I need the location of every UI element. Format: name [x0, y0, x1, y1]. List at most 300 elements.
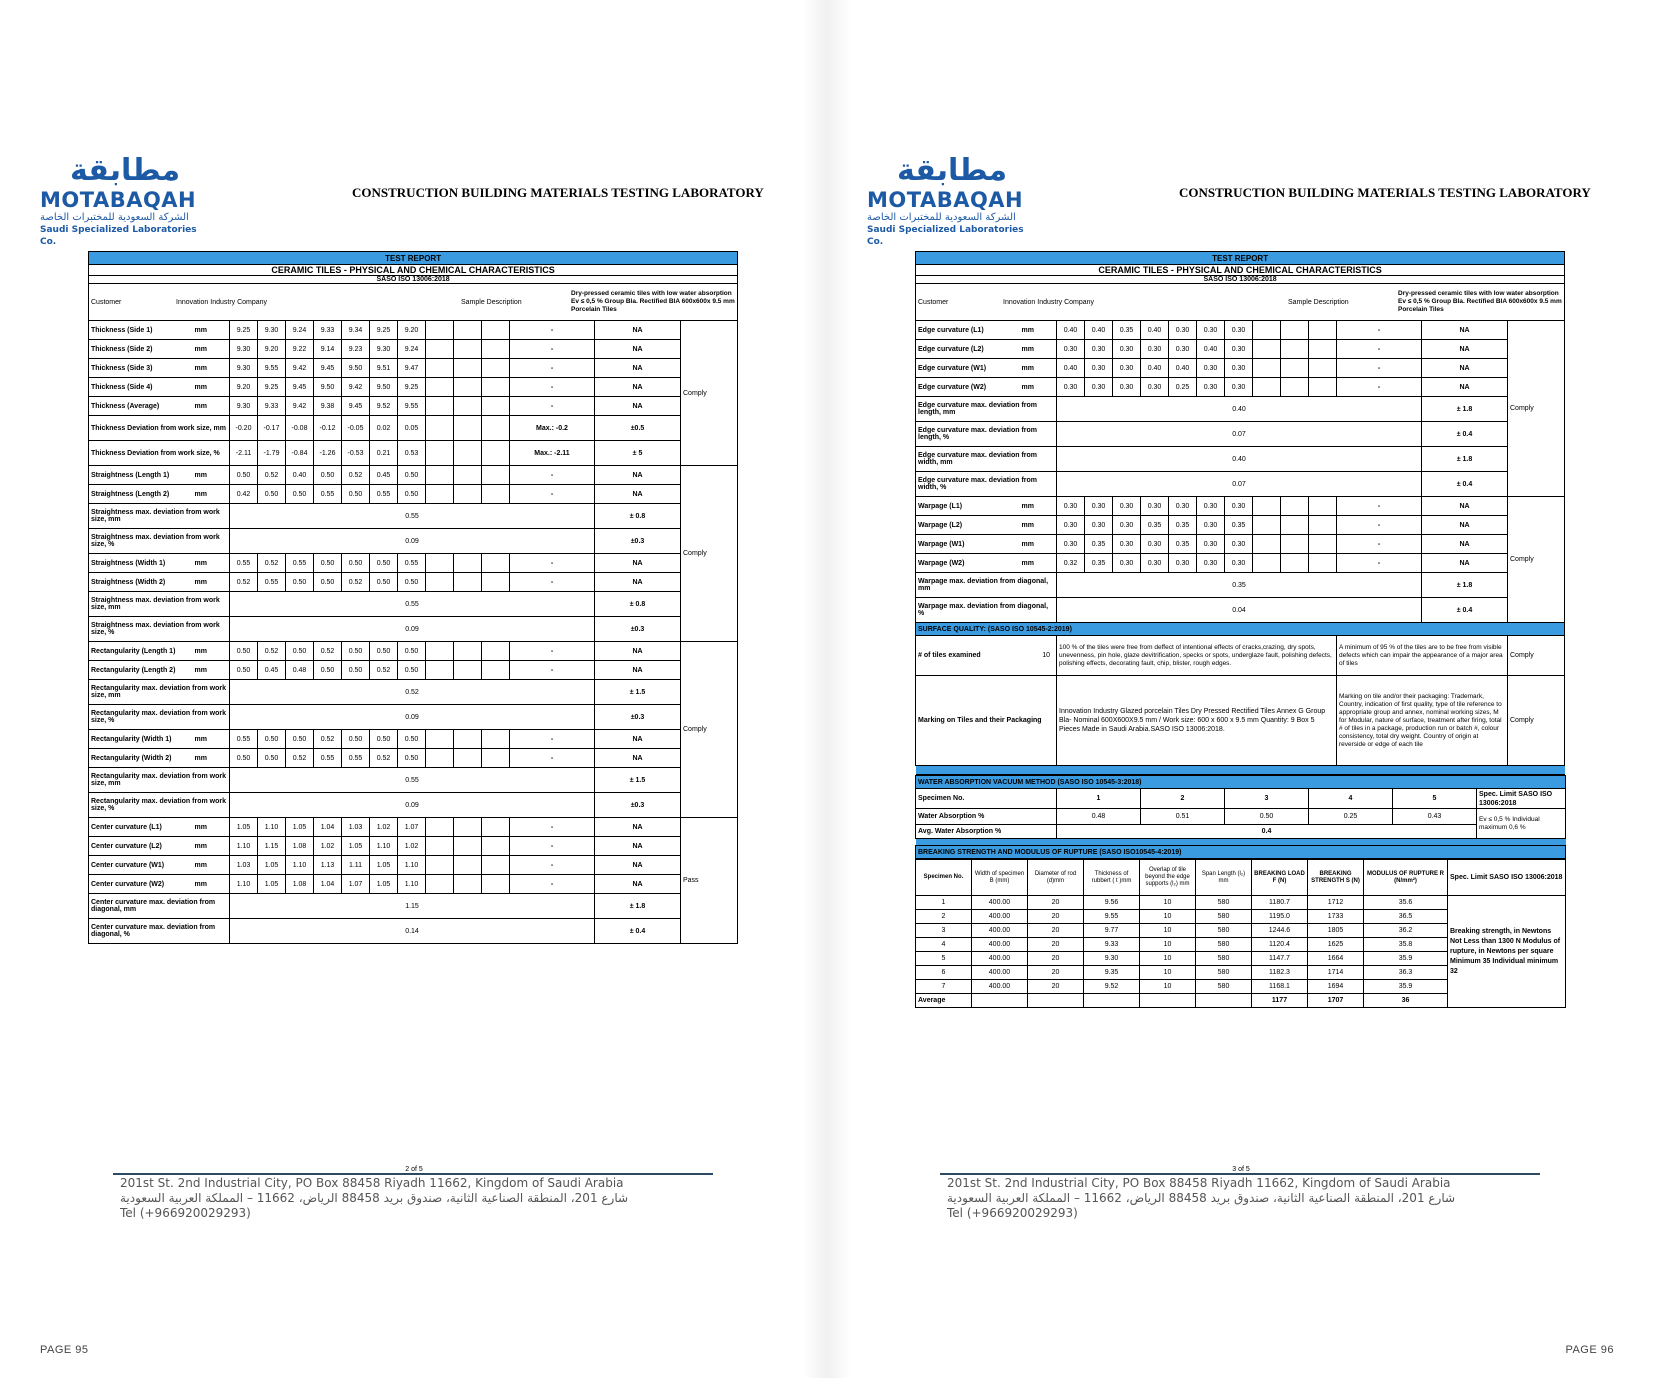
- limit-value: ± 0.4: [1422, 422, 1508, 447]
- marking-result: Comply: [1508, 676, 1565, 766]
- sample-value: 0.50: [398, 466, 426, 485]
- empty-cell: [1309, 554, 1337, 573]
- property-label: Rectangularity (Length 2): [91, 666, 176, 674]
- property-row: [89, 592, 738, 617]
- breaking-cell: 9.52: [1084, 980, 1140, 994]
- limit-value: NA: [595, 661, 681, 680]
- sample-value: 0.30: [1197, 378, 1225, 397]
- property-label: Thickness (Side 3): [91, 364, 153, 372]
- sample-value: 1.05: [370, 875, 398, 894]
- property-label: Rectangularity (Width 1): [91, 735, 172, 743]
- address-english: 201st St. 2nd Industrial City, PO Box 88458 Riyadh 11662, Kingdom of Saudi Arabia: [947, 1176, 1451, 1190]
- limit-value: NA: [1422, 554, 1508, 573]
- deviation-value: -: [1337, 321, 1422, 340]
- result-cell: Comply: [1508, 321, 1565, 497]
- sample-value: 1.10: [258, 818, 286, 837]
- limit-value: ± 0.4: [595, 919, 681, 944]
- property-unit: mm: [1021, 326, 1034, 334]
- empty-cell: [482, 749, 510, 768]
- water-absorption-1: 0.48: [1057, 809, 1141, 825]
- sample-value: 0.45: [370, 466, 398, 485]
- sample-value: 0.50: [230, 661, 258, 680]
- property-row: [916, 516, 1565, 535]
- empty-cell: [454, 856, 482, 875]
- sample-value: 0.35: [1169, 516, 1197, 535]
- property-row: [89, 359, 738, 378]
- sample-value: 9.55: [398, 397, 426, 416]
- property-name: [89, 485, 230, 504]
- result-cell: Comply: [1508, 497, 1565, 623]
- limit-value: NA: [595, 378, 681, 397]
- merged-value: 0.07: [1057, 422, 1422, 447]
- property-name: [916, 321, 1057, 340]
- property-unit: mm: [194, 490, 207, 498]
- empty-cell: [1196, 994, 1252, 1008]
- sample-value: 9.24: [398, 340, 426, 359]
- limit-value: NA: [595, 837, 681, 856]
- footer-divider: [940, 1173, 1540, 1175]
- property-label: Edge curvature max. deviation from width, %: [918, 477, 1038, 491]
- tiles-examined-description: 100 % of the tiles were free from deffect of intentional effects of cracks,crazing, dry spots, unevenness, pin hole, glaze devitrification, specks or spots, underglaze fault, polishing defects, polishing effects, decorating fault, chip, blister, rough edges.: [1057, 636, 1337, 676]
- lab-title: CONSTRUCTION BUILDING MATERIALS TESTING LABORATORY: [1179, 185, 1591, 200]
- deviation-value: Max.: -2.11: [510, 441, 595, 466]
- merged-value: 1.15: [230, 894, 595, 919]
- breaking-header-cell: BREAKING LOAD F (N): [1252, 860, 1308, 896]
- property-name: [89, 680, 230, 705]
- property-row: [89, 894, 738, 919]
- empty-cell: [454, 466, 482, 485]
- sample-value: 0.30: [1085, 359, 1113, 378]
- deviation-value: -: [1337, 535, 1422, 554]
- logo-arabic: مطابقة: [896, 153, 1008, 188]
- footer-divider: [113, 1173, 713, 1175]
- sample-value: -2.11: [230, 441, 258, 466]
- sample-value: 0.50: [286, 642, 314, 661]
- sample-value: 0.30: [1085, 378, 1113, 397]
- breaking-row: [916, 896, 1566, 910]
- merged-value: 0.14: [230, 919, 595, 944]
- empty-cell: [482, 573, 510, 592]
- breaking-cell: 1182.3: [1252, 966, 1308, 980]
- sample-value: -0.08: [286, 416, 314, 441]
- water-absorption-header: WATER ABSORPTION VACUUM METHOD (SASO ISO 10545-3:2018): [916, 776, 1566, 789]
- property-row: [89, 416, 738, 441]
- breaking-header-cell: Specimen No.: [916, 860, 972, 896]
- breaking-cell: 20: [1028, 910, 1084, 924]
- property-name: [89, 554, 230, 573]
- breaking-cell: 1712: [1308, 896, 1364, 910]
- deviation-value: -: [1337, 340, 1422, 359]
- property-label: Edge curvature (L2): [918, 345, 984, 353]
- breaking-cell: 9.33: [1084, 938, 1140, 952]
- sample-value: -0.05: [342, 416, 370, 441]
- sample-value: 0.55: [230, 554, 258, 573]
- property-label: Edge curvature max. deviation from length, %: [918, 427, 1038, 441]
- sample-value: 1.07: [398, 818, 426, 837]
- page-of-label: 2 of 5: [405, 1166, 423, 1173]
- sample-value: 1.08: [286, 875, 314, 894]
- sample-value: 0.50: [398, 573, 426, 592]
- property-row: [89, 504, 738, 529]
- breaking-cell: 580: [1196, 938, 1252, 952]
- empty-cell: [482, 378, 510, 397]
- breaking-cell: 35.9: [1364, 952, 1448, 966]
- property-row: [89, 321, 738, 340]
- breaking-cell: 35.8: [1364, 938, 1448, 952]
- sample-value: 1.03: [230, 856, 258, 875]
- sample-value: 9.45: [314, 359, 342, 378]
- sample-value: 0.50: [370, 642, 398, 661]
- sample-value: 9.14: [314, 340, 342, 359]
- property-name: [89, 642, 230, 661]
- sample-value: 0.35: [1085, 554, 1113, 573]
- sample-value: -0.84: [286, 441, 314, 466]
- breaking-cell: 400.00: [972, 924, 1028, 938]
- property-label: Rectangularity max. deviation from work size, mm: [91, 685, 226, 699]
- sample-value: 0.50: [342, 661, 370, 680]
- breaking-cell: 9.55: [1084, 910, 1140, 924]
- sample-value: 0.30: [1225, 378, 1253, 397]
- sample-value: -0.12: [314, 416, 342, 441]
- sample-value: 0.30: [1085, 516, 1113, 535]
- sample-value: 1.02: [370, 818, 398, 837]
- property-row: [89, 793, 738, 818]
- sample-value: -0.53: [342, 441, 370, 466]
- empty-cell: [1253, 359, 1281, 378]
- merged-value: 0.07: [1057, 472, 1422, 497]
- property-label: Warpage (L1): [918, 502, 963, 510]
- tiles-examined-requirement: A minimum of 95 % of the tiles are to be free from visible defects which can impair the appearance of a major area of tiles: [1337, 636, 1508, 676]
- footer-address: [947, 1176, 1547, 1221]
- property-row: [916, 535, 1565, 554]
- sample-value: 9.42: [342, 378, 370, 397]
- merged-value: 0.40: [1057, 447, 1422, 472]
- breaking-cell: 1733: [1308, 910, 1364, 924]
- sample-value: 0.50: [342, 554, 370, 573]
- property-name: [916, 378, 1057, 397]
- property-unit: mm: [194, 823, 207, 831]
- empty-cell: [426, 661, 454, 680]
- sample-value: 1.05: [230, 818, 258, 837]
- sample-value: 0.30: [1057, 516, 1085, 535]
- property-label: Warpage (W2): [918, 559, 965, 567]
- sample-value: 0.30: [1197, 516, 1225, 535]
- sample-value: 0.30: [1197, 321, 1225, 340]
- report-title: TEST REPORT: [916, 252, 1565, 265]
- property-unit: mm: [194, 345, 207, 353]
- breaking-cell: 20: [1028, 924, 1084, 938]
- empty-cell: [482, 837, 510, 856]
- limit-value: ± 0.8: [595, 504, 681, 529]
- sample-value: 9.38: [314, 397, 342, 416]
- sample-value: 1.04: [314, 875, 342, 894]
- sample-value: 0.30: [1057, 497, 1085, 516]
- logo-subtitle-arabic: الشركة السعودية للمختبرات الخاصة: [867, 212, 1016, 223]
- property-name: [916, 554, 1057, 573]
- breaking-header-cell: Span Length (l₂) mm: [1196, 860, 1252, 896]
- result-cell: Comply: [681, 321, 738, 466]
- breaking-cell: 2: [916, 910, 972, 924]
- empty-cell: [1309, 378, 1337, 397]
- sample-value: 0.48: [286, 661, 314, 680]
- sample-value: 1.05: [370, 856, 398, 875]
- sample-value: -1.26: [314, 441, 342, 466]
- property-row: [89, 837, 738, 856]
- property-name: [89, 730, 230, 749]
- empty-cell: [1140, 994, 1196, 1008]
- property-row: [89, 397, 738, 416]
- empty-cell: [454, 416, 482, 441]
- breaking-cell: 9.35: [1084, 966, 1140, 980]
- property-name: [89, 397, 230, 416]
- merged-value: 0.09: [230, 529, 595, 554]
- logo-english: MOTABAQAH: [867, 188, 1024, 212]
- property-name: [89, 573, 230, 592]
- empty-cell: [1281, 516, 1309, 535]
- property-row: [916, 497, 1565, 516]
- sample-value: 0.40: [1085, 321, 1113, 340]
- property-name: [89, 617, 230, 642]
- merged-value: 0.09: [230, 705, 595, 730]
- limit-value: NA: [595, 818, 681, 837]
- limit-value: ±0.5: [595, 416, 681, 441]
- breaking-cell: 1: [916, 896, 972, 910]
- empty-cell: [426, 642, 454, 661]
- property-name: [89, 705, 230, 730]
- merged-value: 0.04: [1057, 598, 1422, 623]
- breaking-cell: 1714: [1308, 966, 1364, 980]
- sample-value: 9.33: [314, 321, 342, 340]
- empty-cell: [482, 397, 510, 416]
- property-row: [89, 749, 738, 768]
- sample-value: 9.24: [286, 321, 314, 340]
- breaking-cell: 10: [1140, 896, 1196, 910]
- breaking-cell: 10: [1140, 980, 1196, 994]
- empty-cell: [1253, 321, 1281, 340]
- empty-cell: [482, 441, 510, 466]
- deviation-value: -: [510, 730, 595, 749]
- property-name: [89, 749, 230, 768]
- breaking-cell: 10: [1140, 924, 1196, 938]
- sample-value: 0.52: [258, 466, 286, 485]
- empty-cell: [1281, 535, 1309, 554]
- sample-value: 0.30: [1141, 378, 1169, 397]
- limit-value: ± 1.8: [1422, 397, 1508, 422]
- sample-value: 0.50: [398, 749, 426, 768]
- empty-cell: [454, 573, 482, 592]
- empty-cell: [1309, 497, 1337, 516]
- merged-value: 0.09: [230, 793, 595, 818]
- property-name: [89, 359, 230, 378]
- merged-value: 0.40: [1057, 397, 1422, 422]
- page-number-label: PAGE 96: [1565, 1344, 1614, 1356]
- sample-value: 1.05: [342, 837, 370, 856]
- deviation-value: -: [510, 837, 595, 856]
- section-divider: [916, 839, 1566, 846]
- sample-value: 1.10: [230, 837, 258, 856]
- water-spec-limit-title: Spec. Limit SASO ISO 13006:2018: [1477, 789, 1566, 809]
- property-unit: mm: [194, 402, 207, 410]
- merged-value: 0.55: [230, 504, 595, 529]
- property-unit: mm: [194, 364, 207, 372]
- sample-value: -0.20: [230, 416, 258, 441]
- customer-label: Customer: [91, 298, 122, 306]
- property-row: [916, 472, 1565, 497]
- sample-value: 0.52: [370, 749, 398, 768]
- property-label: Straightness max. deviation from work size, mm: [91, 509, 220, 523]
- breaking-cell: 1805: [1308, 924, 1364, 938]
- empty-cell: [426, 554, 454, 573]
- sample-value: 0.30: [1141, 497, 1169, 516]
- breaking-cell: 9.77: [1084, 924, 1140, 938]
- sample-value: 0.55: [398, 554, 426, 573]
- sample-value: 0.40: [1141, 359, 1169, 378]
- specimen-2: 2: [1141, 789, 1225, 809]
- property-label: Edge curvature (L1): [918, 326, 984, 334]
- test-report-table: [915, 251, 1565, 775]
- property-row: [89, 875, 738, 894]
- water-absorption-label: Water Absorption %: [916, 809, 1057, 825]
- sample-value: 0.50: [342, 730, 370, 749]
- property-label: Warpage (L2): [918, 521, 963, 529]
- empty-cell: [426, 818, 454, 837]
- property-label: Edge curvature max. deviation from width, mm: [918, 452, 1038, 466]
- report-standard: SASO ISO 13006:2018: [89, 276, 738, 284]
- breaking-cell: 10: [1140, 952, 1196, 966]
- deviation-value: -: [510, 573, 595, 592]
- merged-value: 0.55: [230, 768, 595, 793]
- breaking-cell: 20: [1028, 966, 1084, 980]
- empty-cell: [1028, 994, 1084, 1008]
- sample-value: 0.35: [1141, 516, 1169, 535]
- specimen-4: 4: [1309, 789, 1393, 809]
- empty-cell: [482, 466, 510, 485]
- property-row: [89, 617, 738, 642]
- empty-cell: [426, 378, 454, 397]
- sample-value: 0.30: [1085, 497, 1113, 516]
- property-label: Straightness max. deviation from work size, mm: [91, 597, 220, 611]
- property-label: Center curvature (W2): [91, 880, 165, 888]
- property-name: [89, 378, 230, 397]
- property-name: [916, 535, 1057, 554]
- customer-label: Customer: [918, 298, 949, 306]
- sample-value: 1.10: [370, 837, 398, 856]
- empty-cell: [426, 573, 454, 592]
- sample-value: 9.20: [258, 340, 286, 359]
- sample-value: 0.30: [1197, 497, 1225, 516]
- merged-value: 0.09: [230, 617, 595, 642]
- property-unit: mm: [194, 383, 207, 391]
- property-row: [916, 598, 1565, 623]
- sample-value: 9.50: [314, 378, 342, 397]
- breaking-cell: 10: [1140, 938, 1196, 952]
- sample-value: -1.79: [258, 441, 286, 466]
- sample-value: 0.52: [314, 730, 342, 749]
- property-label: Center curvature (W1): [91, 861, 165, 869]
- sample-value: 0.30: [1085, 340, 1113, 359]
- property-label: Center curvature (L2): [91, 842, 162, 850]
- report-standard: SASO ISO 13006:2018: [916, 276, 1565, 284]
- water-absorption-5: 0.43: [1393, 809, 1477, 825]
- property-unit: mm: [194, 735, 207, 743]
- empty-cell: [1253, 535, 1281, 554]
- property-label: Thickness (Side 1): [91, 326, 153, 334]
- logo-subtitle-english: Saudi Specialized Laboratories Co.: [867, 225, 1024, 247]
- deviation-value: -: [510, 749, 595, 768]
- property-name: [89, 592, 230, 617]
- sample-value: 0.30: [1141, 554, 1169, 573]
- sample-value: 0.30: [1113, 497, 1141, 516]
- property-unit: mm: [1021, 364, 1034, 372]
- empty-cell: [1309, 340, 1337, 359]
- sample-value: 9.25: [258, 378, 286, 397]
- sample-value: 0.32: [1057, 554, 1085, 573]
- breaking-cell: 3: [916, 924, 972, 938]
- empty-cell: [426, 485, 454, 504]
- sample-value: 0.40: [1169, 359, 1197, 378]
- empty-cell: [454, 359, 482, 378]
- property-row: [89, 642, 738, 661]
- property-row: [89, 680, 738, 705]
- sample-value: 9.22: [286, 340, 314, 359]
- property-row: [89, 485, 738, 504]
- deviation-value: -: [510, 875, 595, 894]
- empty-cell: [1253, 516, 1281, 535]
- property-unit: mm: [1021, 502, 1034, 510]
- customer-name: Innovation Industry Company: [1003, 298, 1095, 306]
- property-name: [89, 818, 230, 837]
- limit-value: ± 1.8: [1422, 447, 1508, 472]
- sample-value: 0.30: [1197, 554, 1225, 573]
- sample-value: 1.03: [342, 818, 370, 837]
- sample-value: 1.05: [258, 856, 286, 875]
- limit-value: ±0.3: [595, 617, 681, 642]
- sample-value: 9.20: [398, 321, 426, 340]
- tiles-examined-label: [916, 636, 1057, 676]
- deviation-value: -: [510, 642, 595, 661]
- telephone: Tel (+966920029293): [120, 1206, 251, 1220]
- property-row: [89, 730, 738, 749]
- breaking-spec-limit-title: Spec. Limit SASO ISO 13006:2018: [1448, 860, 1566, 896]
- breaking-cell: 1180.7: [1252, 896, 1308, 910]
- limit-value: ± 1.5: [595, 680, 681, 705]
- breaking-header-cell: Width of specimen B (mm): [972, 860, 1028, 896]
- sample-value: 0.45: [258, 661, 286, 680]
- empty-cell: [454, 749, 482, 768]
- sample-description: Dry-pressed ceramic tiles with low water absorption Ev ≤ 0,5 % Group Bla. Rectified BIA 600x600x 9.5 mm Porcelain Tiles: [571, 290, 735, 313]
- property-label: Straightness (Length 1): [91, 471, 170, 479]
- sample-value: 9.50: [342, 359, 370, 378]
- sample-description: Dry-pressed ceramic tiles with low water absorption Ev ≤ 0,5 % Group Bla. Rectified BIA 600x600x 9.5 mm Porcelain Tiles: [1398, 290, 1562, 313]
- result-cell: Comply: [681, 466, 738, 642]
- breaking-cell: 580: [1196, 952, 1252, 966]
- sample-value: 9.50: [370, 378, 398, 397]
- deviation-value: -: [510, 466, 595, 485]
- breaking-cell: 1244.6: [1252, 924, 1308, 938]
- water-absorption-table: [915, 775, 1566, 859]
- sample-value: 0.40: [286, 466, 314, 485]
- property-label: Edge curvature (W2): [918, 383, 987, 391]
- limit-value: ± 1.8: [595, 894, 681, 919]
- property-unit: mm: [1021, 559, 1034, 567]
- property-label: Straightness (Width 2): [91, 578, 166, 586]
- sample-value: 0.30: [1169, 497, 1197, 516]
- limit-value: NA: [595, 642, 681, 661]
- breaking-header-cell: BREAKING STRENGTH S (N): [1308, 860, 1364, 896]
- sample-value: 9.25: [230, 321, 258, 340]
- sample-value: 0.35: [1085, 535, 1113, 554]
- average-modulus-rupture: 36: [1364, 994, 1448, 1008]
